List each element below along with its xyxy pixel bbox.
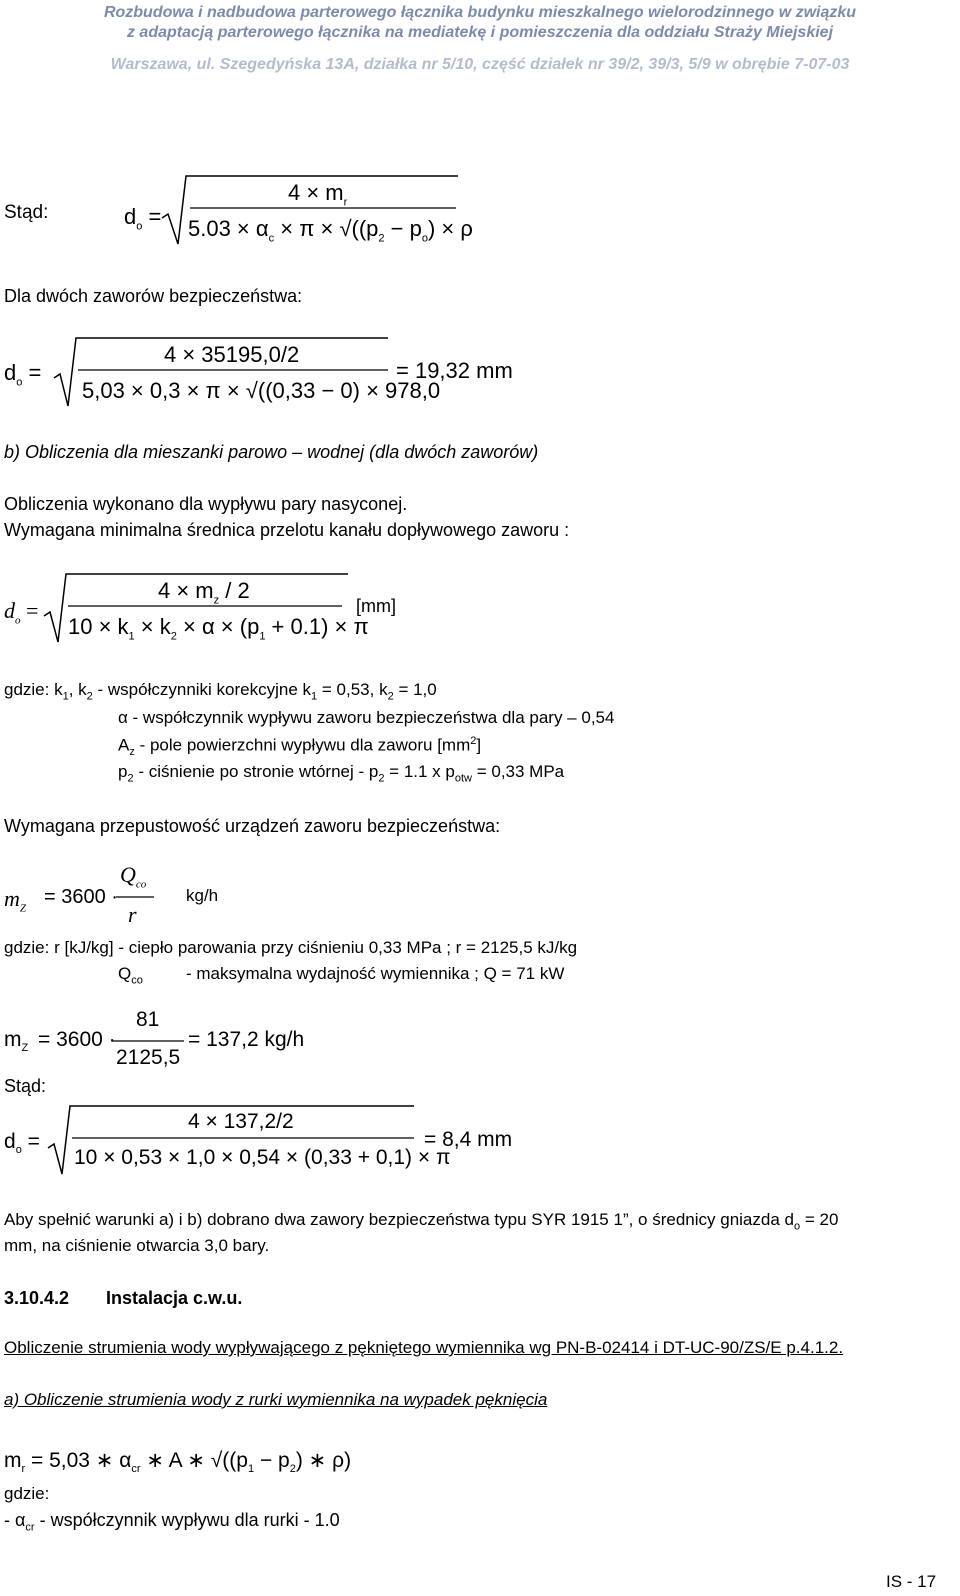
paragraph-valve-selection-2: mm, na ciśnienie otwarcia 3,0 bary. <box>4 1236 270 1255</box>
formula-mz-numerator: $Q_{co}$ <box>120 862 147 891</box>
gdzie-r: gdzie: r [kJ/kg] - ciepło parowania przy ciśnieniu 0,33 MPa ; r = 2125,5 kJ/kg <box>4 938 578 957</box>
formula-do-lhs-2: $d_o$ = <box>4 360 42 389</box>
formula-1-denominator: $5.03 \times \alpha_c \times \pi \times √((p_2 - p_o) \times \rho$ <box>188 216 473 245</box>
fraction-bar-mz <box>116 895 156 899</box>
formula-mz2-lhs: $m_Z$ <box>4 1028 29 1055</box>
formula-do-lhs-4: $d_o$ = <box>4 1130 40 1157</box>
formula-3-numerator: $4 \times m_z / 2$ <box>158 578 250 607</box>
section-number: 3.10.4.2 <box>4 1288 70 1308</box>
stad-label-2: Stąd: <box>4 1076 47 1096</box>
formula-mz2-numerator: 81 <box>136 1008 160 1031</box>
header-line-1: Rozbudowa i nadbudowa parterowego łącznika budynku mieszkalnego wielorodzinnego w związku <box>103 4 857 21</box>
formula-1-numerator: $4 \times m_r$ <box>288 180 348 209</box>
lhs-d: d <box>124 204 137 229</box>
gdzie-qco-desc: - maksymalna wydajność wymiennika ; Q = 71 kW <box>186 964 565 983</box>
paragraph-valve-selection: Aby spełnić warunki a) i b) dobrano dwa zawory bezpieczeństwa typu SYR 1915 1”, o średnicy gniazda $d_o = 20$ <box>4 1210 839 1233</box>
heading-a: a) Obliczenie strumienia wody z rurki wymiennika na wypadek pęknięcia <box>4 1390 548 1409</box>
formula-2-numerator: 4 × 35195,0/2 <box>164 342 300 367</box>
formula-mr: $m_r = 5,03$ ∗ $\alpha_{cr}$ ∗ A ∗ $√((p_1 - p_2)$ ∗ ρ) <box>4 1449 352 1476</box>
formula-mz2-denominator: 2125,5 <box>116 1046 181 1069</box>
heading-two-valves: Dla dwóch zaworów bezpieczeństwa: <box>4 286 303 306</box>
text-calc-cwu: Obliczenie strumienia wody wypływającego z pękniętego wymiennika wg PN-B-02414 i DT-UC-90/ZS/E p.4.1.2. <box>4 1338 844 1357</box>
page-number: IS - 17 <box>886 1572 937 1591</box>
formula-do-lhs-3: $d_o$ = <box>4 598 39 627</box>
header-line-3: Warszawa, ul. Szegedyńska 13A, działka nr 5/10, część działek nr 39/2, 39/3, 5/9 w obrębie 7-07-03 <box>110 56 850 73</box>
gdzie-p2: $p_2$ - ciśnienie po stronie wtórnej - $p_2 = 1.1$ x $p_{otw} = 0,33$ MPa <box>118 762 565 785</box>
unit-mm: [mm] <box>356 596 396 616</box>
formula-4-result: = 8,4 mm <box>424 1128 513 1151</box>
gdzie-k-coefficients: gdzie: $k_1$, $k_2$ - współczynniki korekcyjne $k_1 = 0,53$, $k_2 = 1,0$ <box>4 680 437 703</box>
formula-mz-eq: = 3600 · <box>44 886 118 908</box>
formula-3-denominator: $10 \times k_1 \times k_2 \times \alpha \times (p_1 + 0.1) \times \pi$ <box>68 614 369 643</box>
formula-do-lhs-1: $d_o$ = <box>124 204 162 233</box>
heading-throughput: Wymagana przepustowość urządzeń zaworu bezpieczeństwa: <box>4 816 501 836</box>
gdzie-alpha: α - współczynnik wypływu zaworu bezpieczeństwa dla pary – 0,54 <box>118 708 615 727</box>
heading-b: b) Obliczenia dla mieszanki parowo – wodnej (dla dwóch zaworów) <box>4 442 539 462</box>
gdzie-alpha-cr: - $\alpha_{cr}$ - współczynnik wypływu dla rurki - 1.0 <box>4 1510 340 1534</box>
formula-mz2-result: = 137,2 kg/h <box>188 1028 305 1051</box>
stad-label-1: Stąd: <box>4 202 49 223</box>
text-required-diameter: Wymagana minimalna średnica przelotu kanału dopływowego zaworu : <box>4 520 570 540</box>
formula-4-denominator: 10 × 0,53 × 1,0 × 0,54 × (0,33 + 0,1) × π <box>74 1146 451 1169</box>
formula-mz2-eq: = 3600 · <box>38 1028 116 1051</box>
gdzie-az: $A_z$ - pole powierzchni wypływu dla zaworu $[mm^2]$ <box>118 735 482 759</box>
gdzie-label-last: gdzie: <box>4 1484 50 1503</box>
formula-2-denominator: 5,03 × 0,3 × π × √((0,33 − 0) × 978,0 <box>82 378 441 403</box>
formula-mz-denominator: r <box>128 902 137 927</box>
gdzie-qco: $Q_{co}$ <box>118 964 143 987</box>
lhs-sub: o <box>136 220 143 233</box>
formula-2-result: = 19,32 mm <box>396 358 513 383</box>
section-title: Instalacja c.w.u. <box>106 1288 243 1308</box>
formula-mz-lhs: $m_Z$ <box>4 886 27 915</box>
header-line-2: z adaptacją parterowego łącznika na mediatekę i pomieszczenia dla oddziału Straży Miejskiej <box>126 24 834 41</box>
text-calc-saturated: Obliczenia wykonano dla wypływu pary nasyconej. <box>4 494 408 514</box>
formula-4-numerator: 4 × 137,2/2 <box>188 1110 294 1133</box>
unit-kgh: kg/h <box>186 886 219 905</box>
fraction-bar-mz2 <box>112 1039 186 1043</box>
